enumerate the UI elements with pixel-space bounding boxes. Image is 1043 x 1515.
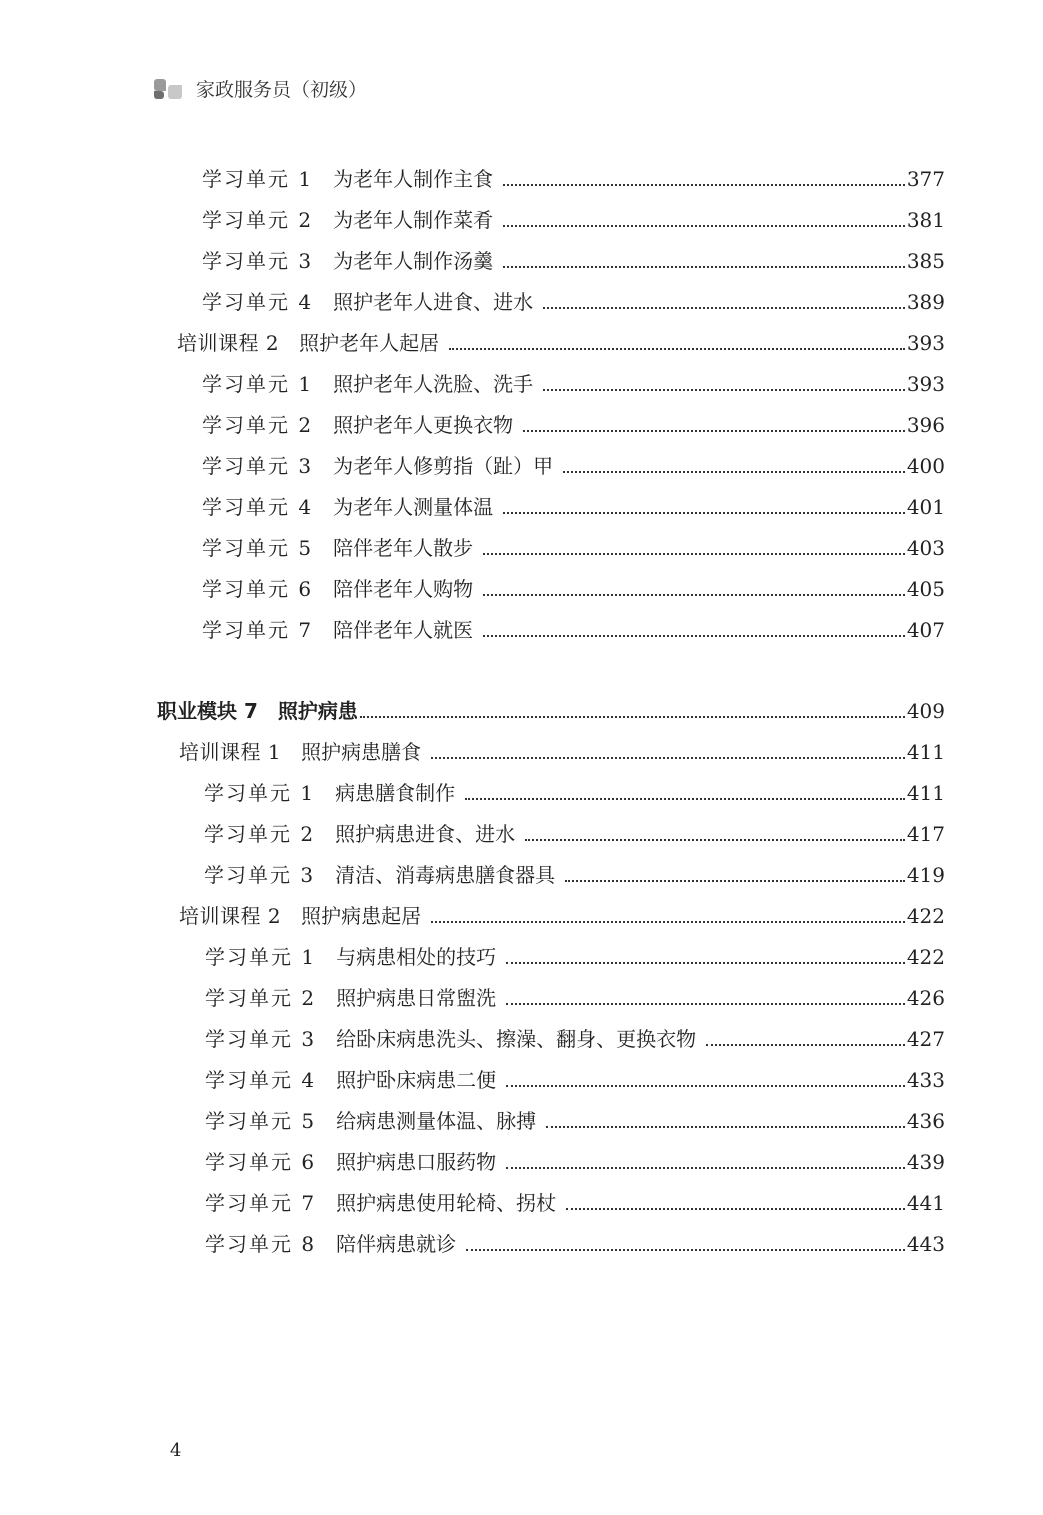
toc-entry-page: 433 <box>906 1068 945 1092</box>
toc-entry-title: 为老年人测量体温 <box>333 495 494 519</box>
toc-entry[interactable] <box>205 1188 945 1218</box>
dot-leader <box>466 1249 905 1251</box>
toc-entry-label: 学习单元 4 <box>205 1068 317 1092</box>
toc-entry-title: 陪伴老年人购物 <box>333 577 474 601</box>
toc-entry-page: 401 <box>906 495 945 519</box>
toc-entry-label: 培训课程 2 <box>179 904 282 928</box>
dot-leader <box>506 1085 905 1087</box>
toc-entry[interactable] <box>202 492 945 522</box>
toc-entry-title: 陪伴病患就诊 <box>336 1232 457 1256</box>
dot-leader <box>503 225 905 227</box>
toc-entry[interactable] <box>202 410 945 440</box>
toc-entry-label: 培训课程 1 <box>179 740 282 764</box>
toc-entry[interactable] <box>205 1147 945 1177</box>
dot-leader <box>525 839 905 841</box>
toc-entry-title: 照护病患日常盥洗 <box>336 986 497 1010</box>
dot-leader <box>543 307 905 309</box>
toc-entry-course[interactable] <box>179 901 945 931</box>
toc-entry[interactable] <box>202 205 945 235</box>
toc-entry[interactable] <box>202 369 945 399</box>
toc-entry-label: 学习单元 4 <box>202 495 314 519</box>
toc-entry-label: 学习单元 5 <box>205 1109 317 1133</box>
toc-entry-page: 441 <box>906 1191 945 1215</box>
dot-leader <box>706 1044 905 1046</box>
dot-leader <box>506 1167 905 1169</box>
dot-leader <box>503 512 905 514</box>
dot-leader <box>449 348 905 350</box>
toc-entry-label: 学习单元 2 <box>204 822 316 846</box>
toc-entry[interactable] <box>205 1229 945 1259</box>
dot-leader <box>465 798 905 800</box>
toc-entry-title: 照护病患起居 <box>301 904 422 928</box>
book-title: 家政服务员（初级） <box>196 78 368 101</box>
toc-entry-title: 照护病患 <box>277 699 358 723</box>
toc-entry[interactable] <box>205 942 945 972</box>
toc-entry-title: 与病患相处的技巧 <box>336 945 497 969</box>
toc-entry-page: 426 <box>906 986 945 1010</box>
toc-entry-page: 403 <box>906 536 945 560</box>
toc-entry-label: 学习单元 1 <box>202 167 314 191</box>
toc-entry-label: 培训课程 2 <box>177 331 280 355</box>
toc-entry[interactable] <box>204 778 945 808</box>
toc-entry-title: 照护病患进食、进水 <box>335 822 516 846</box>
toc-entry-title: 照护老年人洗脸、洗手 <box>333 372 534 396</box>
toc-entry-label: 学习单元 1 <box>202 372 314 396</box>
toc-entry-title: 照护卧床病患二便 <box>336 1068 497 1092</box>
toc-entry-label: 学习单元 2 <box>205 986 317 1010</box>
dot-leader <box>543 389 905 391</box>
toc-entry-label: 学习单元 2 <box>202 413 314 437</box>
toc-entry-title: 照护病患口服药物 <box>336 1150 497 1174</box>
toc-entry-label: 学习单元 3 <box>205 1027 317 1051</box>
book-logo-icon <box>150 77 184 99</box>
toc-entry-page: 377 <box>906 167 945 191</box>
toc-entry-page: 385 <box>906 249 945 273</box>
toc-entry-page: 419 <box>906 863 945 887</box>
toc-entry[interactable] <box>205 983 945 1013</box>
toc-entry-page: 436 <box>906 1109 945 1133</box>
toc-entry[interactable] <box>202 533 945 563</box>
toc-entry-page: 381 <box>906 208 945 232</box>
toc-entry-title: 给卧床病患洗头、擦澡、翻身、更换衣物 <box>336 1027 697 1051</box>
toc-entry-label: 学习单元 5 <box>202 536 314 560</box>
toc-entry-label: 学习单元 4 <box>202 290 314 314</box>
toc-entry[interactable] <box>202 164 945 194</box>
toc-entry-page: 443 <box>906 1232 945 1256</box>
toc-entry[interactable] <box>202 615 945 645</box>
toc-entry-title: 为老年人制作汤羹 <box>333 249 494 273</box>
toc-entry[interactable] <box>205 1106 945 1136</box>
dot-leader <box>483 635 905 637</box>
dot-leader <box>506 1003 905 1005</box>
toc-entry[interactable] <box>202 451 945 481</box>
toc-entry-page: 393 <box>906 372 945 396</box>
toc-entry-label: 学习单元 3 <box>204 863 316 887</box>
toc-entry-page: 409 <box>906 699 945 723</box>
toc-entry-label: 学习单元 3 <box>202 249 314 273</box>
toc-entry-label: 职业模块 7 <box>157 699 258 723</box>
dot-leader <box>506 962 905 964</box>
toc-entry-title: 给病患测量体温、脉搏 <box>336 1109 537 1133</box>
toc-entry-label: 学习单元 8 <box>205 1232 317 1256</box>
toc-entry-label: 学习单元 6 <box>202 577 314 601</box>
toc-entry-page: 393 <box>906 331 945 355</box>
dot-leader <box>431 757 905 759</box>
toc-entry-label: 学习单元 7 <box>205 1191 317 1215</box>
toc-entry[interactable] <box>205 1065 945 1095</box>
toc-entry[interactable] <box>204 819 945 849</box>
toc-entry[interactable] <box>205 1024 945 1054</box>
toc-entry-page: 422 <box>906 904 945 928</box>
toc-entry-course[interactable] <box>177 328 945 358</box>
toc-entry-page: 411 <box>906 781 945 805</box>
toc-entry-module[interactable] <box>157 696 945 726</box>
toc-entry-title: 陪伴老年人就医 <box>333 618 474 642</box>
toc-entry-label: 学习单元 1 <box>205 945 317 969</box>
dot-leader <box>483 553 905 555</box>
toc-entry-page: 422 <box>906 945 945 969</box>
dot-leader <box>483 594 905 596</box>
running-header <box>150 74 367 102</box>
toc-entry[interactable] <box>202 287 945 317</box>
dot-leader <box>563 471 905 473</box>
toc-entry-page: 405 <box>906 577 945 601</box>
toc-entry-label: 学习单元 7 <box>202 618 314 642</box>
dot-leader <box>503 184 905 186</box>
dot-leader <box>431 921 905 923</box>
toc-entry-page: 439 <box>906 1150 945 1174</box>
toc-entry-label: 学习单元 2 <box>202 208 314 232</box>
dot-leader <box>565 880 905 882</box>
toc-entry-title: 照护老年人进食、进水 <box>333 290 534 314</box>
dot-leader <box>523 430 905 432</box>
toc-entry-page: 389 <box>906 290 945 314</box>
toc-entry-title: 照护老年人更换衣物 <box>333 413 514 437</box>
toc-entry-title: 照护病患膳食 <box>301 740 422 764</box>
toc-entry-page: 417 <box>906 822 945 846</box>
toc-entry[interactable] <box>202 246 945 276</box>
dot-leader <box>546 1126 905 1128</box>
toc-entry-page: 396 <box>906 413 945 437</box>
toc-entry-title: 照护病患使用轮椅、拐杖 <box>336 1191 557 1215</box>
dot-leader <box>503 266 905 268</box>
toc-entry-page: 400 <box>906 454 945 478</box>
dot-leader <box>360 716 905 718</box>
toc-entry-page: 407 <box>906 618 945 642</box>
toc-entry-label: 学习单元 3 <box>202 454 314 478</box>
dot-leader <box>566 1208 905 1210</box>
toc-entry-title: 为老年人制作菜肴 <box>333 208 494 232</box>
toc-entry-title: 为老年人制作主食 <box>333 167 494 191</box>
toc-entry-label: 学习单元 6 <box>205 1150 317 1174</box>
toc-entry-title: 为老年人修剪指（趾）甲 <box>333 454 554 478</box>
toc-entry-title: 病患膳食制作 <box>335 781 456 805</box>
toc-entry-course[interactable] <box>179 737 945 767</box>
toc-entry-title: 照护老年人起居 <box>299 331 440 355</box>
toc-entry[interactable] <box>204 860 945 890</box>
toc-entry-label: 学习单元 1 <box>204 781 316 805</box>
toc-entry-page: 411 <box>906 740 945 764</box>
toc-entry[interactable] <box>202 574 945 604</box>
toc-entry-title: 清洁、消毒病患膳食器具 <box>335 863 556 887</box>
toc-entry-title: 陪伴老年人散步 <box>333 536 474 560</box>
page-number: 4 <box>170 1440 182 1461</box>
toc-entry-page: 427 <box>906 1027 945 1051</box>
